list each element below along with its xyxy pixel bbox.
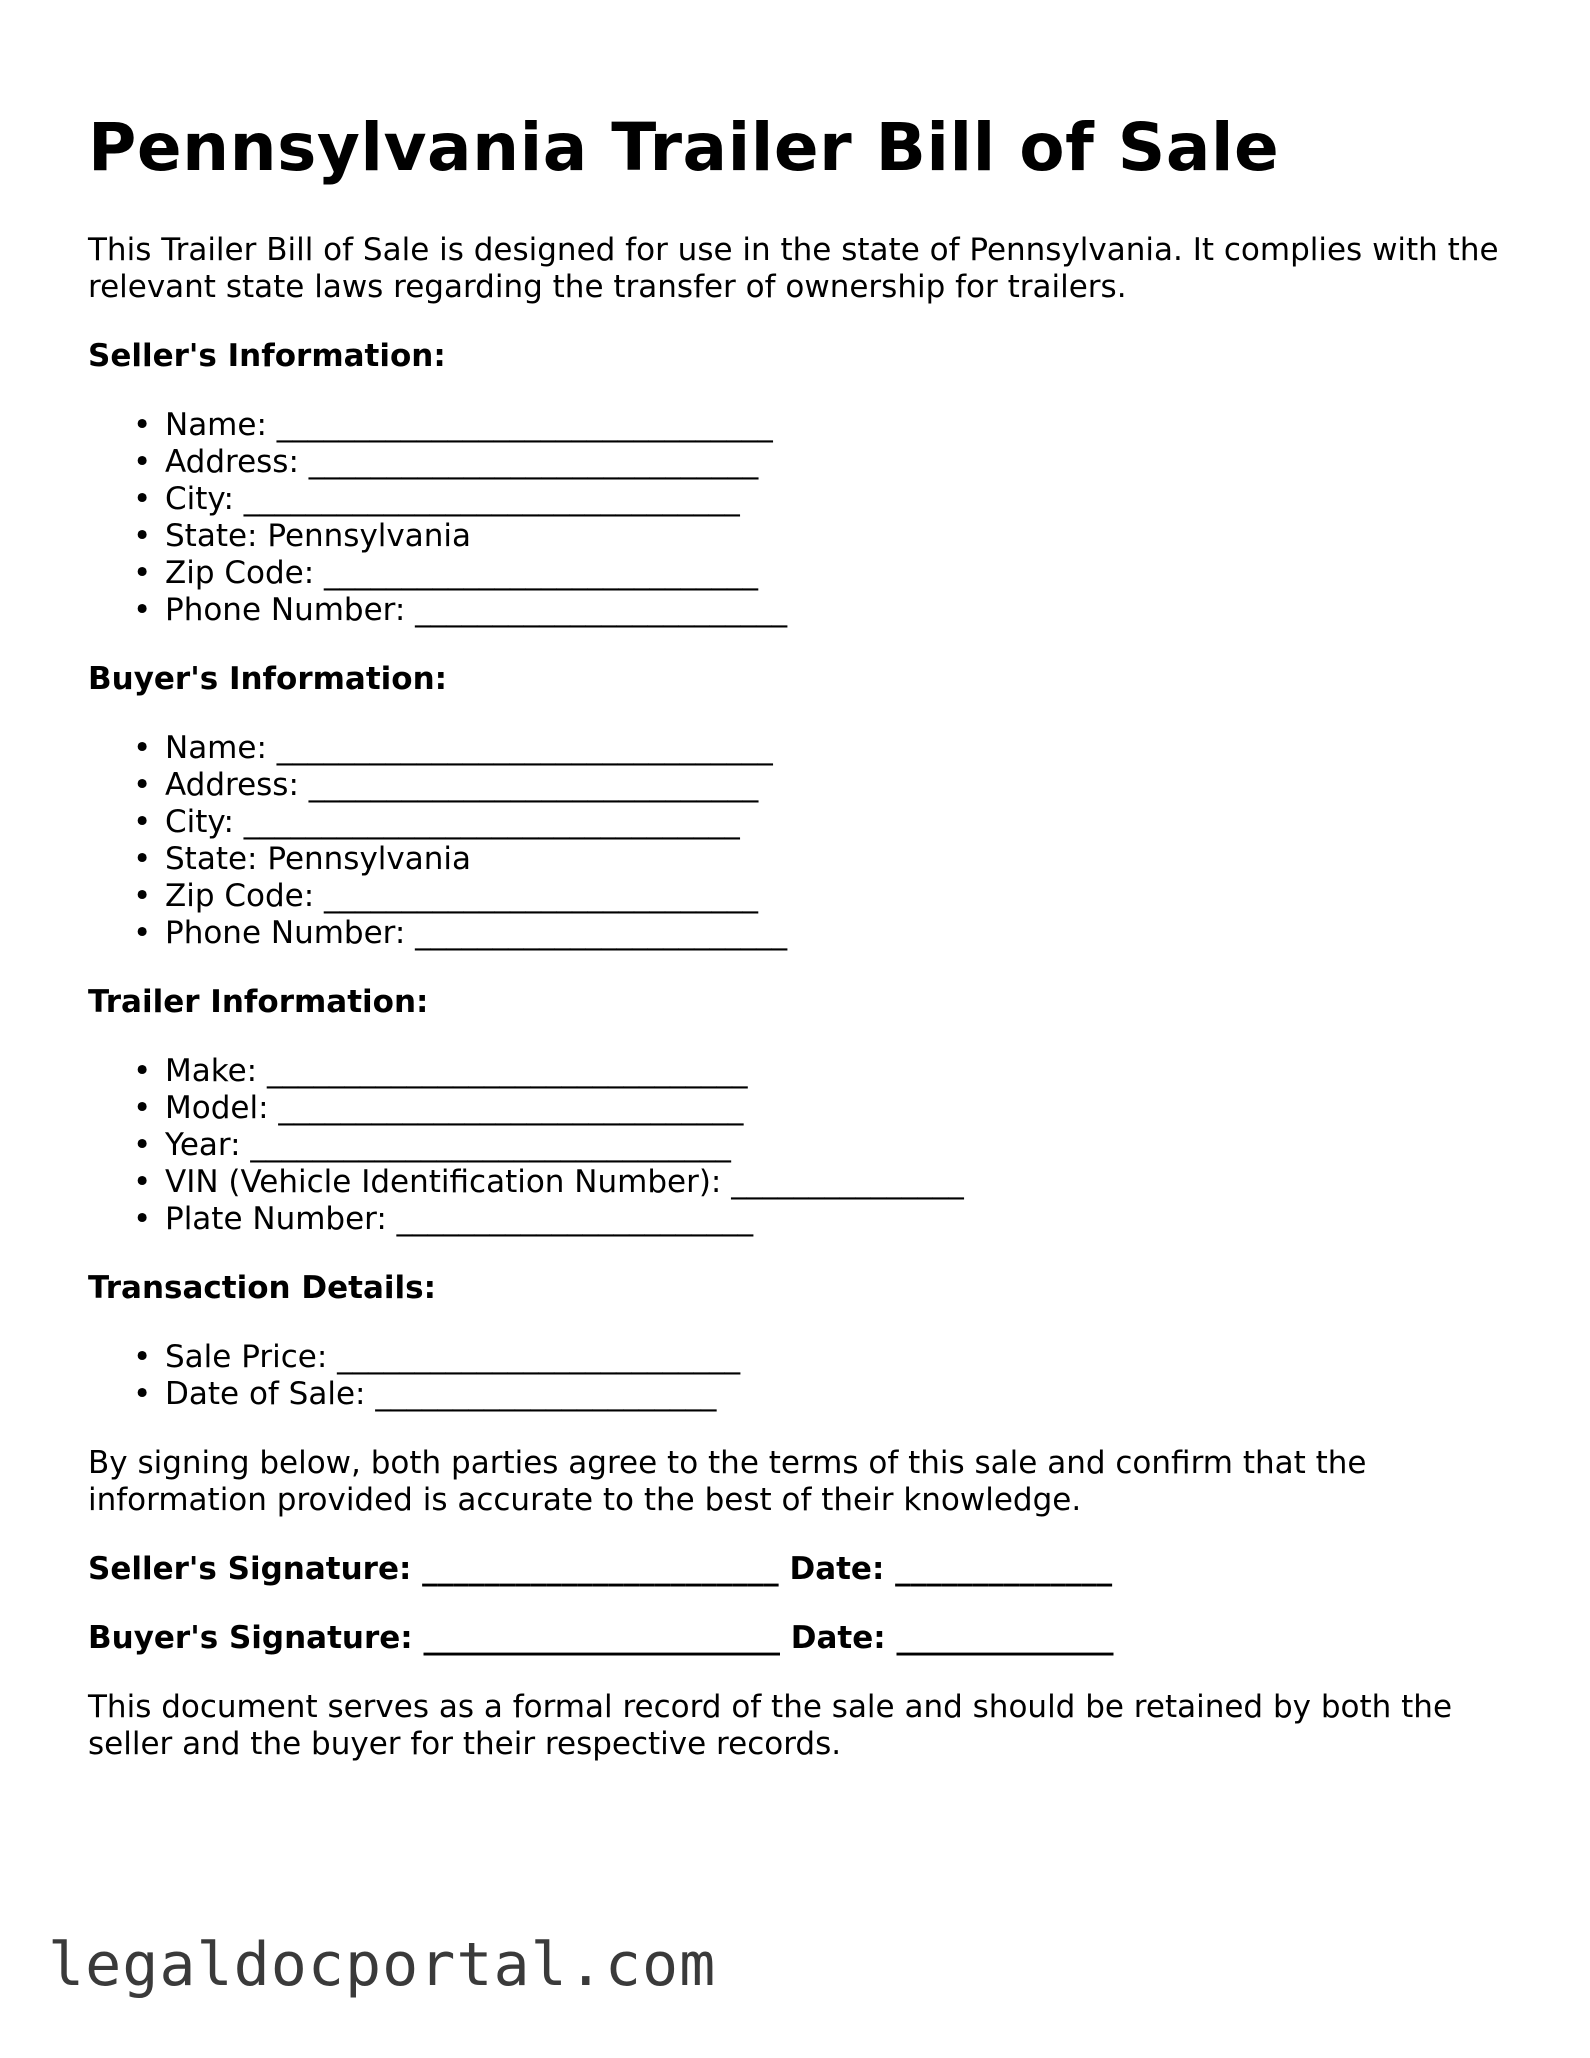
buyer-name-field: Name: ________________________________ (165, 730, 773, 766)
transaction-details-list (88, 1339, 1508, 1413)
list-item (133, 407, 1508, 444)
trailer-info-heading: Trailer Information: (88, 984, 429, 1020)
list-item (133, 1127, 1508, 1164)
list-item (133, 1201, 1508, 1238)
seller-info-heading: Seller's Information: (88, 338, 446, 374)
seller-signature-line: Seller's Signature: _______________________ Date: ______________ (88, 1551, 1113, 1587)
seller-city-field: City: ________________________________ (165, 481, 740, 517)
buyer-info-heading: Buyer's Information: (88, 661, 448, 697)
buyer-phone-field: Phone Number: ________________________ (165, 915, 788, 951)
buyer-signature-line: Buyer's Signature: _______________________ Date: ______________ (88, 1620, 1114, 1656)
trailer-info-list (88, 1053, 1508, 1238)
list-item (133, 592, 1508, 629)
bullet-icon: • (133, 1339, 152, 1375)
list-item (133, 1164, 1508, 1201)
seller-address-field: Address: _____________________________ (165, 444, 759, 480)
document-title: Pennsylvania Trailer Bill of Sale (88, 109, 1280, 186)
seller-name-field: Name: ________________________________ (165, 407, 773, 443)
trailer-make-field: Make: _______________________________ (165, 1053, 748, 1089)
bullet-icon: • (133, 1376, 152, 1412)
seller-state-field: State: Pennsylvania (165, 518, 472, 554)
bullet-icon: • (133, 1053, 152, 1089)
list-item (133, 481, 1508, 518)
bullet-icon: • (133, 730, 152, 766)
list-item (133, 1053, 1508, 1090)
buyer-address-field: Address: _____________________________ (165, 767, 759, 803)
list-item (133, 878, 1508, 915)
intro-paragraph: This Trailer Bill of Sale is designed for use in the state of Pennsylvania. It complies with the relevant state laws regarding the transfer of ownership for trailers. (88, 232, 1499, 305)
bullet-icon: • (133, 407, 152, 443)
bullet-icon: • (133, 804, 152, 840)
list-item (133, 1090, 1508, 1127)
trailer-model-field: Model: ______________________________ (165, 1090, 744, 1126)
list-item (133, 767, 1508, 804)
list-item (133, 518, 1508, 555)
transaction-details-heading: Transaction Details: (88, 1270, 436, 1306)
list-item (133, 841, 1508, 878)
list-item (133, 444, 1508, 481)
bullet-icon: • (133, 1127, 152, 1163)
seller-phone-field: Phone Number: ________________________ (165, 592, 788, 628)
list-item (133, 915, 1508, 952)
bullet-icon: • (133, 1164, 152, 1200)
bullet-icon: • (133, 878, 152, 914)
sale-date-field: Date of Sale: ______________________ (165, 1376, 717, 1412)
bullet-icon: • (133, 444, 152, 480)
buyer-state-field: State: Pennsylvania (165, 841, 472, 877)
sale-price-field: Sale Price: __________________________ (165, 1339, 741, 1375)
watermark-text: legaldocportal.com (48, 1930, 717, 2000)
trailer-plate-field: Plate Number: _______________________ (165, 1201, 754, 1237)
list-item (133, 555, 1508, 592)
bullet-icon: • (133, 592, 152, 628)
closing-paragraph: This document serves as a formal record of the sale and should be retained by both the seller and the buyer for their respective records. (88, 1689, 1453, 1762)
bullet-icon: • (133, 767, 152, 803)
buyer-zip-field: Zip Code: ____________________________ (165, 878, 759, 914)
bullet-icon: • (133, 1201, 152, 1237)
bullet-icon: • (133, 915, 152, 951)
buyer-info-list (88, 730, 1508, 952)
bullet-icon: • (133, 841, 152, 877)
document-page (88, 108, 1508, 1763)
buyer-city-field: City: ________________________________ (165, 804, 740, 840)
list-item (133, 1339, 1508, 1376)
seller-info-list (88, 407, 1508, 629)
bullet-icon: • (133, 555, 152, 591)
agreement-paragraph: By signing below, both parties agree to the terms of this sale and confirm that the information provided is accurate to the best of their knowledge. (88, 1445, 1367, 1518)
bullet-icon: • (133, 518, 152, 554)
trailer-year-field: Year: _______________________________ (165, 1127, 731, 1163)
bullet-icon: • (133, 481, 152, 517)
list-item (133, 1376, 1508, 1413)
seller-zip-field: Zip Code: ____________________________ (165, 555, 759, 591)
list-item (133, 804, 1508, 841)
list-item (133, 730, 1508, 767)
trailer-vin-field: VIN (Vehicle Identification Number): _______________ (165, 1164, 964, 1200)
bullet-icon: • (133, 1090, 152, 1126)
